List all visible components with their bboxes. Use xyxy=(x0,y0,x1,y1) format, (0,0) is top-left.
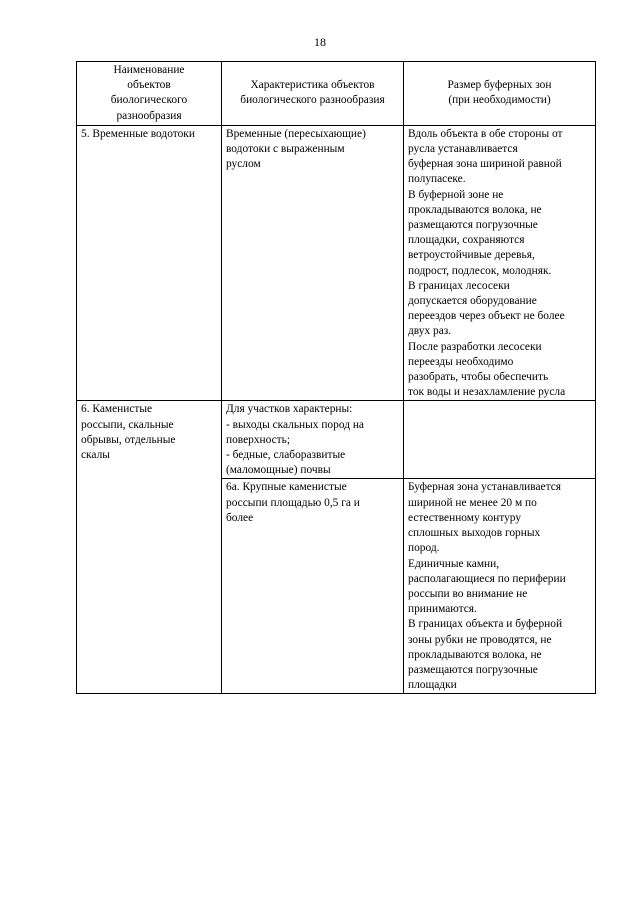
header-buffer-size: Размер буферных зон (при необходимости) xyxy=(404,62,596,126)
table-row xyxy=(77,401,596,479)
cell-buffer: Буферная зона устанавливается шириной не менее 20 м по естественному контуру сплошных выходов горных пород. Единичные камни, располагающиеся по периферии россыпи во внимание не принимаются. В границах объекта и буферной зоны рубки не проводятся, не прокладываются волока, не размещаются погрузочные площадки xyxy=(404,479,596,694)
cell-object-name: 6. Каменистые россыпи, скальные обрывы, отдельные скалы xyxy=(77,401,222,694)
cell-buffer xyxy=(404,401,596,479)
header-characteristic: Характеристика объектов биологического разнообразия xyxy=(222,62,404,126)
biodiversity-table xyxy=(76,61,596,694)
header-object-name: Наименование объектов биологического разнообразия xyxy=(77,62,222,126)
table-header-row xyxy=(77,62,596,126)
cell-characteristic: Для участков характерны: - выходы скальных пород на поверхность; - бедные, слаборазвитые (маломощные) почвы xyxy=(222,401,404,479)
cell-characteristic: 6а. Крупные каменистые россыпи площадью 0,5 га и более xyxy=(222,479,404,694)
page-number: 18 xyxy=(314,35,326,49)
table-row xyxy=(77,125,596,401)
cell-object-name: 5. Временные водотоки xyxy=(77,125,222,401)
cell-buffer: Вдоль объекта в обе стороны от руслa устанавливается буферная зона шириной равной полупасеке. В буферной зоне не прокладываются волока, не размещаются погрузочные площадки, сохраняются ветроустойчивые деревья, подрост, подлесок, молодняк. В границах лесосеки допускается оборудование переездов через объект не более двух раз. После разработки лесосеки переезды необходимо разобрать, чтобы обеспечить ток воды и незахламление русла xyxy=(404,125,596,401)
cell-characteristic: Временные (пересыхающие) водотоки с выраженным руслом xyxy=(222,125,404,401)
